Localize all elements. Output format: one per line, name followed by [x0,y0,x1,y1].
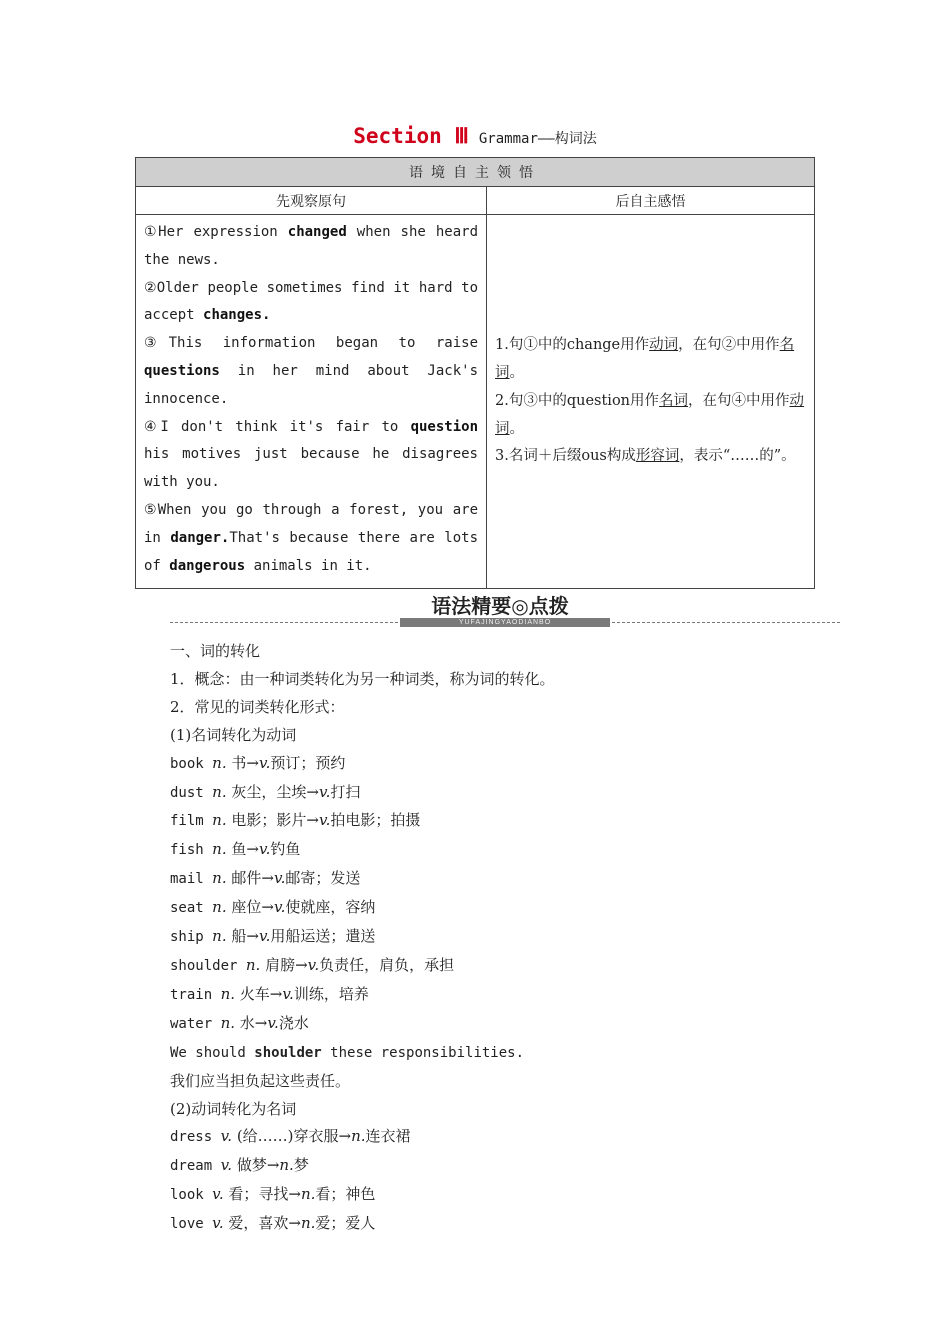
noun-to-verb-list [170,750,820,1039]
entry-pos: n. [220,1013,240,1032]
verb-to-noun-entry [170,1152,820,1181]
entry-pos-new: n. [300,1214,316,1233]
noun-to-verb-entry [170,750,820,779]
entry-word: dust [170,784,213,801]
note-1: 1.句①中的change用作动词，在句②中用作名词。 [495,337,795,381]
banner-title: 语法精要◎点拨 [431,594,569,618]
entry-pos: n. [220,984,240,1003]
realization-notes [487,215,815,589]
entry-pos-new: n. [300,1185,316,1204]
grammar-content [170,638,820,1239]
entry-pos-new: v. [267,1013,279,1032]
entry-meaning: 肩膀→ [265,955,308,974]
entry-new-meaning: 爱；爱人 [315,1214,376,1233]
verb-to-noun-entry [170,1123,820,1152]
entry-meaning: 邮件→ [231,869,274,888]
entry-pos: n. [245,955,266,974]
noun-to-verb-entry [170,836,820,865]
entry-pos: v. [220,1127,237,1146]
noun-to-verb-entry [170,923,820,952]
example-sentence: We should shoulder these responsibilities. [170,1044,525,1061]
entry-meaning: (给……)穿衣服→ [236,1127,352,1146]
entry-pos: n. [212,811,232,830]
entry-pos: n. [212,927,232,946]
entry-new-meaning: 使就座，容纳 [285,898,376,917]
banner-rule-right [612,622,840,623]
entry-meaning: 灰尘，尘埃→ [231,782,319,801]
section-number: Section Ⅲ [353,124,469,148]
entry-pos: n. [212,898,232,917]
entry-pos: n. [212,840,232,859]
noun-to-verb-entry [170,952,820,981]
entry-word: mail [170,871,213,888]
entry-pos-new: v. [273,869,286,888]
concept-line: 1．概念：由一种词类转化为另一种词类，称为词的转化。 [170,669,555,688]
entry-word: dream [170,1158,221,1175]
entry-pos-new: v. [258,927,271,946]
banner-subtitle: YUFAJINGYAODIANBO [400,618,610,627]
col-realize-header: 后自主感悟 [487,187,815,215]
entry-pos-new: n. [351,1127,366,1146]
entry-new-meaning: 打扫 [330,782,361,801]
entry-word: shoulder [170,957,246,974]
entry-new-meaning: 训练，培养 [293,984,369,1003]
grammar-banner [170,590,840,630]
noun-to-verb-entry [170,865,820,894]
noun-to-verb-entry [170,807,820,836]
sentence-1: ①Her expression changed when she heard the news. [144,224,478,268]
sentence-3: ③This information began to raise questions in her mind about Jack's innocence. [144,335,478,407]
heading-word-conversion: 一、词的转化 [170,642,261,660]
entry-meaning: 爱，喜欢→ [228,1214,301,1233]
entry-pos: n. [212,782,232,801]
entry-pos: v. [212,1214,229,1233]
entry-pos: v. [212,1185,229,1204]
note-3: 3.名词＋后缀ous构成形容词，表示“……的”。 [495,448,796,465]
note-2: 2.句③中的question用作名词，在句④中用作动词。 [495,392,805,437]
entry-word: look [170,1187,213,1204]
entry-meaning: 火车→ [239,984,283,1003]
entry-word: film [170,813,213,830]
entry-pos-new: n. [279,1156,294,1175]
entry-pos-new: v. [258,753,271,772]
entry-word: fish [170,842,213,859]
entry-meaning: 船→ [231,927,259,946]
example-sentences [136,215,487,589]
sentence-2: ②Older people sometimes find it hard to accept changes. [144,279,478,324]
entry-new-meaning: 拍电影；拍摄 [330,811,421,830]
verb-to-noun-entry [170,1210,820,1239]
entry-pos-new: v. [273,898,286,917]
entry-new-meaning: 梦 [293,1156,309,1175]
entry-pos: n. [212,869,232,888]
entry-word: book [170,755,213,772]
entry-pos-new: v. [282,984,294,1003]
entry-pos: n. [212,753,232,772]
entry-word: train [170,986,221,1003]
section-title [0,122,950,153]
entry-new-meaning: 邮寄；发送 [285,869,361,888]
entry-new-meaning: 预订；预约 [270,753,346,772]
entry-word: seat [170,900,213,917]
entry-meaning: 座位→ [231,898,274,917]
entry-pos-new: v. [318,782,331,801]
entry-new-meaning: 用船运送；遣送 [270,927,376,946]
section-subtitle: Grammar——构词法 [478,131,597,147]
entry-new-meaning: 钓鱼 [270,840,301,859]
subheading-noun-to-verb: (1)名词转化为动词 [170,725,297,744]
entry-new-meaning: 连衣裙 [365,1127,411,1146]
entry-meaning: 做梦→ [236,1156,280,1175]
banner-rule-left [170,622,398,623]
entry-word: water [170,1015,221,1032]
entry-pos-new: v. [307,955,320,974]
noun-to-verb-entry [170,981,820,1010]
entry-meaning: 书→ [231,753,259,772]
sentence-5: ⑤When you go through a forest, you are in danger.That's because there are lots of dangerous animals in it. [144,501,478,574]
entry-pos: v. [220,1156,237,1175]
entry-meaning: 鱼→ [231,840,259,859]
entry-new-meaning: 浇水 [278,1013,309,1032]
entry-word: ship [170,929,213,946]
entry-meaning: 水→ [239,1013,268,1032]
entry-meaning: 电影；影片→ [231,811,319,830]
example-translation: 我们应当担负起这些责任。 [170,1071,351,1090]
verb-to-noun-list [170,1123,820,1239]
col-observe-header: 先观察原句 [136,187,487,215]
subheading-verb-to-noun: (2)动词转化为名词 [170,1099,297,1118]
entry-word: love [170,1216,213,1233]
noun-to-verb-entry [170,779,820,808]
noun-to-verb-entry [170,894,820,923]
forms-line: 2．常见的词类转化形式： [170,697,345,716]
table-header: 语境自主领悟 [136,158,815,187]
verb-to-noun-entry [170,1181,820,1210]
entry-meaning: 看；寻找→ [228,1185,301,1204]
noun-to-verb-entry [170,1010,820,1039]
entry-pos-new: v. [258,840,271,859]
entry-word: dress [170,1129,221,1146]
entry-new-meaning: 负责任，肩负，承担 [319,955,455,974]
sentence-4: ④I don't think it's fair to question his motives just because he disagrees with you. [144,418,478,491]
entry-pos-new: v. [318,811,331,830]
entry-new-meaning: 看；神色 [315,1185,376,1204]
context-table [135,157,815,589]
